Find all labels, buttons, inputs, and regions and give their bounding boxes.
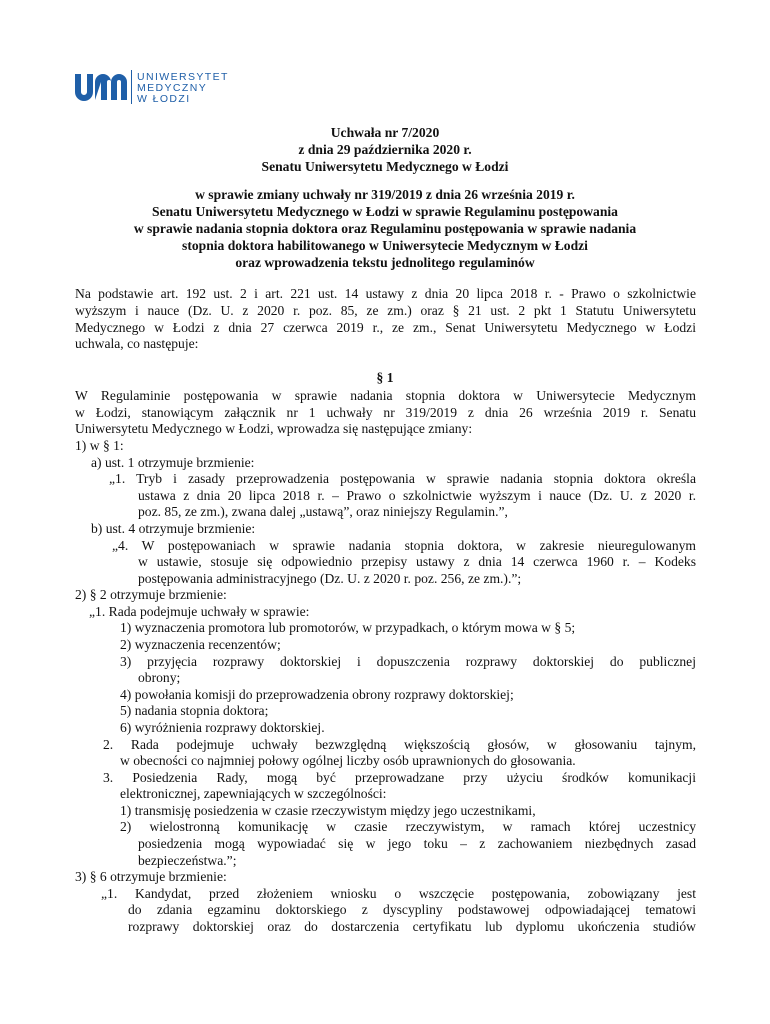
point-1: 1) w § 1: (75, 438, 124, 453)
point-2-2a: 2. Rada podejmuje uchwały bezwzględną większością głosów, w głosowaniu tajnym, (103, 737, 696, 752)
point-1a-text-3: poz. 85, ze zm.), zwana dalej „ustawą”, oraz niniejszy Regulamin.”, (138, 504, 508, 519)
resolution-number: Uchwała nr 7/2020 (330, 125, 440, 140)
resolution-header (60, 124, 710, 175)
logo-line-2: MEDYCZNY (137, 82, 208, 94)
point-2-3-2b: posiedzenia mogą wypowiadać się w jego toku – z zachowaniem niezbędnych zasad (138, 836, 696, 851)
point-2-2b: w obecności co najmniej połowy ogólnej liczby osób uprawnionych do głosowania. (120, 753, 576, 768)
university-logo (73, 70, 233, 110)
point-1a-text-2: ustawa z dnia 20 lipca 2018 r. – Prawo o szkolnictwie wyższym i nauce (Dz. U. z 2020 r. (138, 488, 696, 503)
point-1b: b) ust. 4 otrzymuje brzmienie: (91, 521, 256, 536)
point-2-1-3a: 3) przyjęcia rozprawy doktorskiej i dopuszczenia rozprawy doktorskiej do publicznej (120, 654, 696, 669)
subject-line-2: Senatu Uniwersytetu Medycznego w Łodzi w sprawie Regulaminu postępowania (152, 204, 618, 219)
point-1a: a) ust. 1 otrzymuje brzmienie: (91, 455, 255, 470)
section-intro-line-2: w Łodzi, stanowiącym załącznik nr 1 uchwały nr 319/2019 z dnia 26 września 2019 r. Senatu (75, 405, 696, 420)
point-2-1: „1. Rada podejmuje uchwały w sprawie: (89, 604, 310, 619)
point-2-1-3b: obrony; (138, 670, 181, 685)
point-2: 2) § 2 otrzymuje brzmienie: (75, 587, 227, 602)
subject-line-5: oraz wprowadzenia tekstu jednolitego regulaminów (235, 255, 535, 270)
point-2-1-4: 4) powołania komisji do przeprowadzenia obrony rozprawy doktorskiej; (120, 687, 514, 702)
point-2-3b: elektronicznej, zapewniających w szczególności: (120, 786, 387, 801)
section-heading: § 1 (376, 370, 394, 385)
logo-line-1: UNIWERSYTET (137, 71, 229, 83)
preamble-line-4: uchwala, co następuje: (75, 336, 199, 351)
point-3-1c: rozprawy doktorskiej oraz do dostarczenia certyfikatu lub dyplomu ukończenia studiów (128, 919, 696, 934)
logo-text (137, 72, 229, 105)
point-2-3-2c: bezpieczeństwa.”; (138, 853, 237, 868)
point-1a-text-1: „1. Tryb i zasady przeprowadzenia postępowania w sprawie nadania stopnia doktora określa (109, 471, 696, 486)
point-1b-text-1: „4. W postępowaniach w sprawie nadania stopnia doktora, w zakresie nieuregulowanym (112, 538, 696, 553)
point-2-1-1: 1) wyznaczenia promotora lub promotorów, w przypadkach, o którym mowa w § 5; (120, 620, 576, 635)
preamble-line-3: Medycznego w Łodzi z dnia 27 czerwca 2019 r., ze zm., Senat Uniwersytetu Medycznego w Łodzi (75, 320, 696, 335)
point-2-1-5: 5) nadania stopnia doktora; (120, 703, 269, 718)
logo-line-3: W ŁODZI (137, 93, 191, 105)
point-3-1a: „1. Kandydat, przed złożeniem wniosku o wszczęcie postępowania, zobowiązany jest (101, 886, 696, 901)
section-intro-line-1: W Regulaminie postępowania w sprawie nadania stopnia doktora w Uniwersytecie Medycznym (75, 388, 696, 403)
subject-line-4: stopnia doktora habilitowanego w Uniwersytecie Medycznym w Łodzi (182, 238, 588, 253)
section-intro-line-3: Uniwersytetu Medycznego w Łodzi, wprowadza się następujące zmiany: (75, 421, 473, 436)
subject-line-1: w sprawie zmiany uchwały nr 319/2019 z dnia 26 września 2019 r. (195, 187, 575, 202)
point-1b-text-3: postępowania administracyjnego (Dz. U. z 2020 r. poz. 256, ze zm.).”; (138, 571, 522, 586)
logo-divider (131, 70, 132, 104)
resolution-date: z dnia 29 października 2020 r. (298, 142, 472, 157)
subject-line-3: w sprawie nadania stopnia doktora oraz Regulaminu postępowania w sprawie nadania (133, 221, 637, 236)
point-3-1b: do zdania egzaminu doktorskiego z dyscypliny podstawowej odpowiadającej tematowi (128, 902, 696, 917)
point-2-1-6: 6) wyróżnienia rozprawy doktorskiej. (120, 720, 325, 735)
preamble-line-1: Na podstawie art. 192 ust. 2 i art. 221 ust. 14 ustawy z dnia 20 lipca 2018 r. - Prawo o szkolnictwie (75, 286, 696, 301)
point-2-1-2: 2) wyznaczenia recenzentów; (120, 637, 281, 652)
um-logo-icon (73, 70, 131, 104)
resolution-issuer: Senatu Uniwersytetu Medycznego w Łodzi (261, 159, 509, 174)
point-3: 3) § 6 otrzymuje brzmienie: (75, 869, 227, 884)
point-1b-text-2: w ustawie, stosuje się odpowiednio przepisy ustawy z dnia 14 czerwca 1960 r. – Kodeks (138, 554, 696, 569)
point-2-3a: 3. Posiedzenia Rady, mogą być przeprowadzane przy użyciu środków komunikacji (103, 770, 696, 785)
resolution-subject (60, 186, 710, 271)
point-2-3-1: 1) transmisję posiedzenia w czasie rzeczywistym między jego uczestnikami, (120, 803, 536, 818)
point-2-3-2a: 2) wielostronną komunikację w czasie rzeczywistym, w ramach której uczestnicy (120, 819, 696, 834)
preamble-line-2: wyższym i nauce (Dz. U. z 2020 r. poz. 85, ze zm.) oraz § 21 ust. 2 pkt 1 Statutu Uniwersytetu (75, 303, 696, 318)
